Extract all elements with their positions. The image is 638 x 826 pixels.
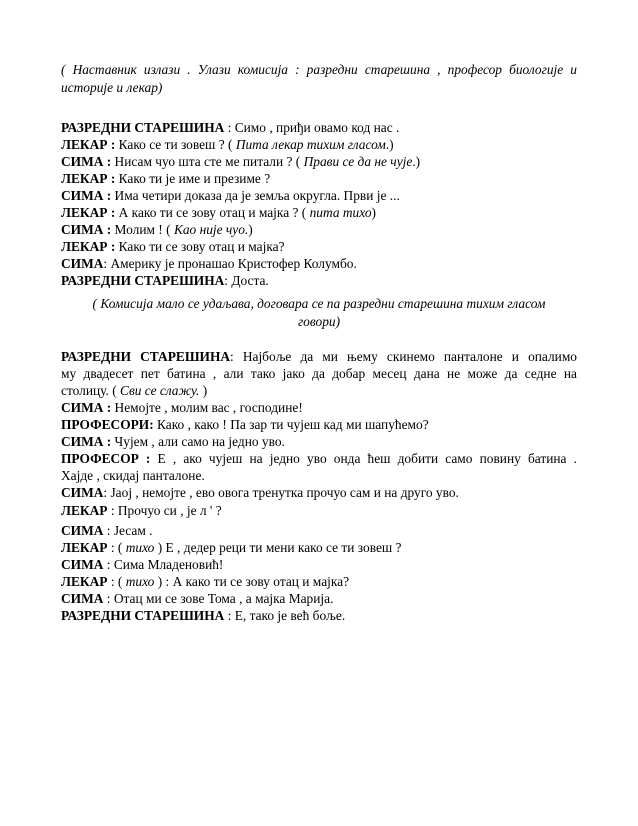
dialogue-line: ЛЕКАР : А како ти се зову отац и мајка ? ( пита тихо) [61,205,377,220]
stage-direction-line-2: говори) [297,314,341,329]
dialogue-line: ЛЕКАР : ( тихо ) Е , дедер реци ти мени како се ти зовеш ? [61,540,402,555]
dialogue-line: ЛЕКАР : ( тихо ) : А како ти се зову отац и мајка? [61,574,350,589]
intro-line-1: ( Наставник излази . Улази комисија : разредни старешина , професор биологије и [61,62,577,77]
dialogue-line: СИМА : Чујем , али само на једно уво. [61,434,285,449]
dialogue-line: СИМА : Јесам . [61,523,153,538]
dialogue-line: ПРОФЕСОР : Е , ако чујеш на једно уво онда ћеш добити само повину батина . [61,451,577,466]
dialogue-line: РАЗРЕДНИ СТАРЕШИНА: Доста. [61,273,269,288]
dialogue-line: ЛЕКАР : Прочуо си , је л ' ? [61,503,222,518]
dialogue-line: му двадесет пет батина , али тако јако да добар месец дана не може да седне на [61,366,577,381]
dialogue-line: СИМА : Молим ! ( Као није чуо.) [61,222,253,237]
dialogue-line: РАЗРЕДНИ СТАРЕШИНА : Симо , приђи овамо код нас . [61,120,400,135]
dialogue-line: СИМА : Отац ми се зове Тома , а мајка Марија. [61,591,334,606]
intro-line-2: историје и лекар) [61,80,163,95]
dialogue-line: РАЗРЕДНИ СТАРЕШИНА : Е, тако је већ боље. [61,608,346,623]
dialogue-line: РАЗРЕДНИ СТАРЕШИНА: Најбоље да ми њему скинемо панталоне и опалимо [61,349,578,364]
dialogue-line: ЛЕКАР : Како ти је име и презиме ? [61,171,271,186]
dialogue-line: столицу. ( Сви се слажу. ) [61,383,208,398]
stage-direction-line-1: ( Комисија мало се удаљава, договара се па разредни старешина тихим гласом [92,296,546,311]
dialogue-line: ЛЕКАР : Како се ти зовеш ? ( Пита лекар тихим гласом.) [61,137,394,152]
dialogue-line: СИМА : Сима Младеновић! [61,557,224,572]
dialogue-line: ЛЕКАР : Како ти се зову отац и мајка? [61,239,285,254]
dialogue-line: ПРОФЕСОРИ: Како , како ! Па зар ти чујеш кад ми шапућемо? [61,417,429,432]
dialogue-line: СИМА : Има четири доказа да је земља округла. Први је ... [61,188,400,203]
dialogue-line: СИМА : Нисам чуо шта сте ме питали ? ( Прави се да не чује.) [61,154,421,169]
dialogue-line: СИМА: Јаој , немојте , ево овога тренутка прочуо сам и на друго уво. [61,485,459,500]
dialogue-line: СИМА: Америку је пронашао Кристофер Колумбо. [61,256,357,271]
dialogue-line: СИМА : Немојте , молим вас , господине! [61,400,303,415]
dialogue-line: Хајде , скидај панталоне. [61,468,205,483]
